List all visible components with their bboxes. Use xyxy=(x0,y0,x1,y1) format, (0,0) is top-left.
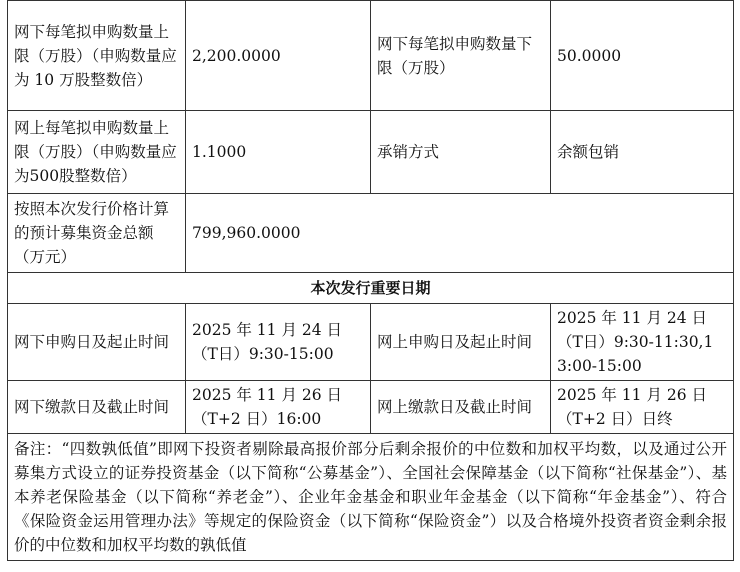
offline-payment-value: 2025 年 11 月 26 日（T+2 日）16:00 xyxy=(186,381,371,434)
underwriting-value: 余额包销 xyxy=(551,111,734,194)
offline-min-label: 网下每笔拟申购数量下限（万股） xyxy=(371,1,551,111)
online-max-label: 网上每笔拟申购数量上限（万股）（申购数量应为500股整数倍） xyxy=(8,111,186,194)
fund-total-value: 799,960.0000 xyxy=(186,194,734,273)
table-row xyxy=(8,381,734,434)
offline-min-value: 50.0000 xyxy=(551,1,734,111)
underwriting-label: 承销方式 xyxy=(371,111,551,194)
table-row xyxy=(8,434,734,561)
remark-note: 备注：“四数孰低值”即网下投资者剔除最高报价部分后剩余报价的中位数和加权平均数，以及通过公开募集方式设立的证券投资基金（以下简称“公募基金”）、全国社会保障基金（以下简称“社保基金”）、基本养老保险基金（以下简称“养老金”）、企业年金基金和职业年金基金（以下简称“年金基金”）、符合《保险资金运用管理办法》等规定的保险资金（以下简称“保险资金”）以及合格境外投资者资金剩余报价的中位数和加权平均数的孰低值 xyxy=(8,434,734,561)
offering-info-table xyxy=(7,0,734,561)
online-payment-label: 网上缴款日及截止时间 xyxy=(371,381,551,434)
table-row xyxy=(8,304,734,381)
online-max-value: 1.1000 xyxy=(186,111,371,194)
table-row xyxy=(8,194,734,273)
offline-max-value: 2,200.0000 xyxy=(186,1,371,111)
offline-max-label: 网下每笔拟申购数量上限（万股）（申购数量应为 10 万股整数倍） xyxy=(8,1,186,111)
offline-payment-label: 网下缴款日及截止时间 xyxy=(8,381,186,434)
table-row xyxy=(8,273,734,304)
offline-subscribe-value: 2025 年 11 月 24 日（T日）9:30-15:00 xyxy=(186,304,371,381)
table-row xyxy=(8,1,734,111)
section-title: 本次发行重要日期 xyxy=(8,273,734,304)
online-subscribe-value: 2025 年 11 月 24 日（T日）9:30-11:30,13:00-15:00 xyxy=(551,304,734,381)
online-payment-value: 2025 年 11 月 26 日（T+2 日）日终 xyxy=(551,381,734,434)
offline-subscribe-label: 网下申购日及起止时间 xyxy=(8,304,186,381)
fund-total-label: 按照本次发行价格计算的预计募集资金总额（万元） xyxy=(8,194,186,273)
table-row xyxy=(8,111,734,194)
online-subscribe-label: 网上申购日及起止时间 xyxy=(371,304,551,381)
